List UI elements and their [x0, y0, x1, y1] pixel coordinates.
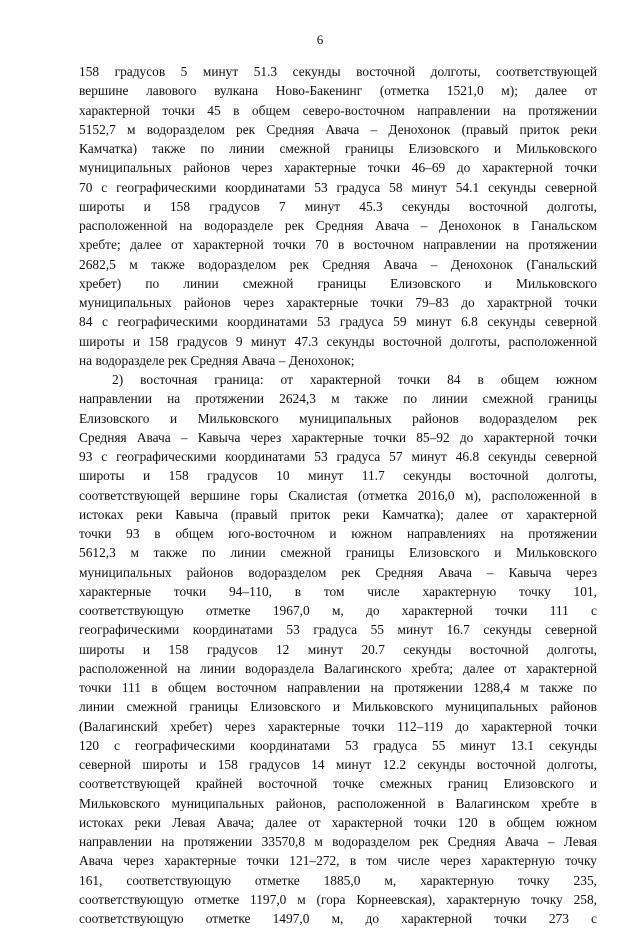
- text-line: северной широты и 158 градусов 14 минут 12.2 секунды восточной долготы,: [79, 757, 597, 772]
- text-line: линии смежной границы Елизовского и Мильковского муниципальных районов: [79, 699, 597, 715]
- text-line: (Валагинский хребет) через характерные точки 112–119 до характерной точки: [79, 718, 597, 734]
- text-line: 120 с географическими координатами 53 градуса 55 минут 13.1 секунды: [79, 737, 597, 753]
- text-line: 93 с географическими координатами 53 градуса 57 минут 46.8 секунды северной: [79, 449, 597, 464]
- text-line: истоках реки Левая Авача; далее от характерной точки 120 в общем южном: [79, 814, 597, 830]
- text-line: муниципальных районов водоразделом рек Средняя Авача – Кавыча через: [79, 564, 597, 580]
- text-line: Елизовского и Мильковского муниципальных районов водоразделом рек: [79, 410, 597, 426]
- text-line: географическими координатами 53 градуса 55 минут 16.7 секунды северной: [79, 622, 597, 638]
- text-line: 5612,3 м также по линии смежной границы Елизовского и Мильковского: [79, 545, 597, 561]
- text-line: точки 93 в общем юго-восточном и южном направлениях на протяжении: [79, 526, 597, 541]
- text-line: истоках реки Кавыча (правый приток реки Камчатка); далее от характерной: [79, 506, 597, 522]
- text-line: муниципальных районов через характерные точки 46–69 до характерной точки: [79, 160, 597, 176]
- text-line: направлении на протяжении 2624,3 м также по линии смежной границы: [79, 391, 597, 407]
- text-line: соответствующей вершине горы Скалистая (отметка 2016,0 м), расположенной в: [79, 487, 597, 503]
- text-line: 158 градусов 5 минут 51.3 секунды восточной долготы, соответствующей: [79, 64, 597, 79]
- text-line: широты и 158 градусов 10 минут 11.7 секунды восточной долготы,: [79, 468, 597, 484]
- text-line: характерные точки 94–110, в том числе характерную точку 101,: [79, 583, 597, 599]
- text-line: соответствующую отметке 1967,0 м, до характерной точки 111 с: [79, 603, 597, 618]
- text-line: вершине лавового вулкана Ново-Бакенинг (отметка 1521,0 м); далее от: [79, 83, 597, 99]
- text-line: 5152,7 м водоразделом рек Средняя Авача – Денохонок (правый приток реки: [79, 121, 597, 137]
- text-line: соответствующую отметке 1497,0 м, до характерной точки 273 с: [79, 911, 597, 926]
- text-line: расположенной на водоразделе рек Средняя Авача – Денохонок в Ганальском: [79, 218, 597, 233]
- text-line: 70 с географическими координатами 53 градуса 58 минут 54.1 секунды северной: [79, 179, 597, 195]
- text-line: направлении на протяжении 33570,8 м водоразделом рек Средняя Авача – Левая: [79, 834, 597, 849]
- text-line: точки 111 в общем восточном направлении на протяжении 1288,4 м также по: [79, 680, 597, 695]
- text-line: хребет) по линии смежной границы Елизовского и Мильковского: [79, 275, 597, 291]
- page-number: 6: [316, 32, 324, 47]
- text-line: широты и 158 градусов 7 минут 45.3 секунды восточной долготы,: [79, 198, 597, 214]
- text-line: 2682,5 м также водоразделом рек Средняя Авача – Денохонок (Ганальский: [79, 256, 597, 272]
- text-line: 161, соответствующую отметке 1885,0 м, характерную точку 235,: [79, 872, 597, 888]
- text-line: хребте; далее от характерной точки 70 в восточном направлении на протяжении: [79, 237, 597, 253]
- text-line: расположенной на линии водораздела Валагинского хребта; далее от характерной: [79, 660, 597, 676]
- text-line: Средняя Авача – Кавыча через характерные точки 85–92 до характерной точки: [79, 429, 597, 445]
- text-line: характерной точки 45 в общем северо-восточном направлении на протяжении: [79, 102, 597, 118]
- text-line: Мильковского муниципальных районов, расположенной в Валагинском хребте в: [79, 795, 597, 811]
- text-line: 2) восточная граница: от характерной точки 84 в общем южном: [112, 372, 597, 387]
- text-line: Авача через характерные точки 121–272, в том числе через характерную точку: [79, 853, 597, 869]
- text-line: соответствующую отметке 1197,0 м (гора Корнеевская), характерную точку 258,: [79, 891, 597, 907]
- body-text: [79, 62, 597, 928]
- text-line: на водоразделе рек Средняя Авача – Денохонок;: [79, 352, 355, 368]
- text-line: муниципальных районов через характерные точки 79–83 до характрной точки: [79, 295, 597, 310]
- text-line: соответствующей крайней восточной точке смежных границ Елизовского и: [79, 776, 597, 792]
- text-line: 84 с географическими координатами 53 градуса 59 минут 6.8 секунды северной: [79, 314, 597, 330]
- text-line: широты и 158 градусов 9 минут 47.3 секунды восточной долготы, расположенной: [79, 333, 597, 349]
- text-line: Камчатка) также по линии смежной границы Елизовского и Мильковского: [79, 141, 597, 156]
- text-line: широты и 158 градусов 12 минут 20.7 секунды восточной долготы,: [79, 641, 597, 657]
